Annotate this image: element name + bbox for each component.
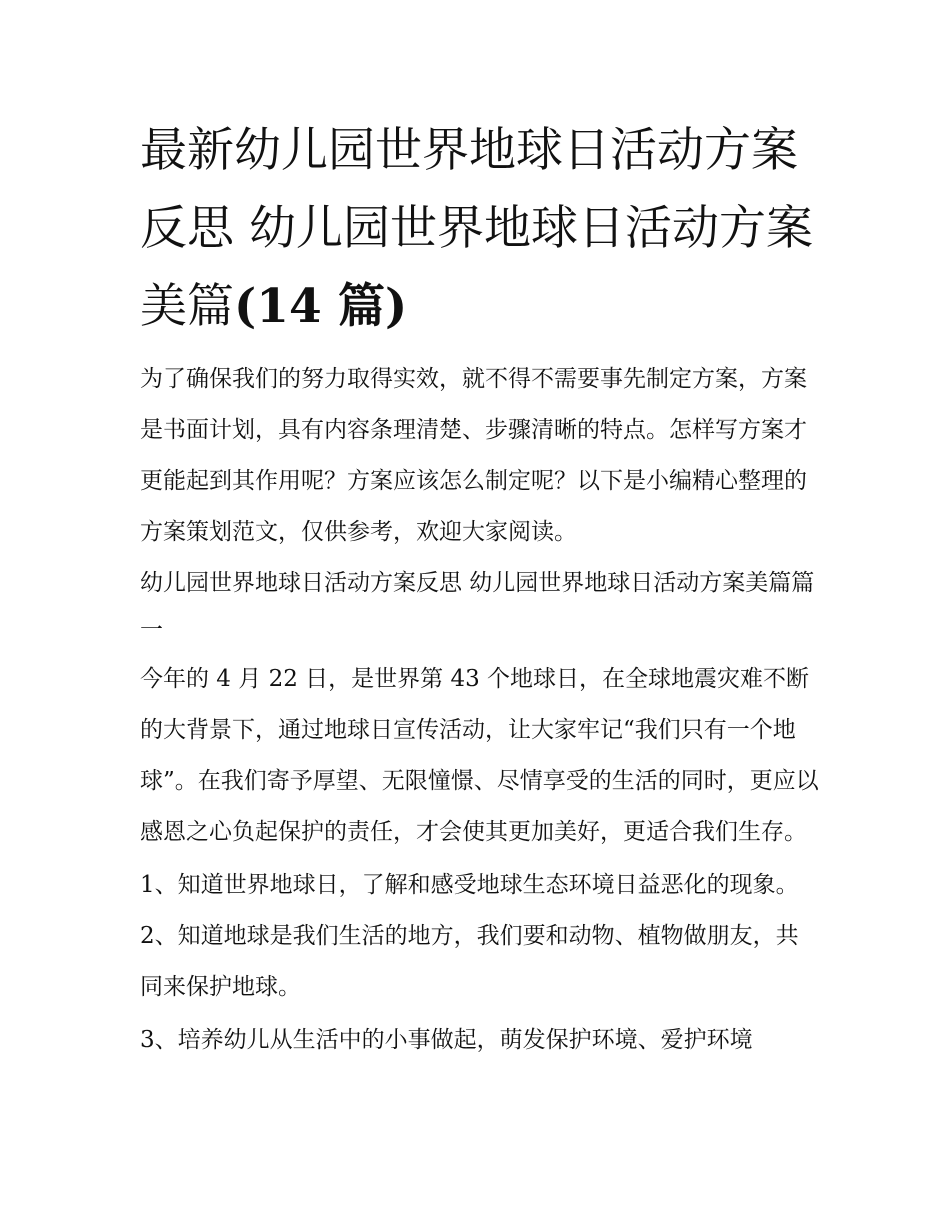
document-title: [140, 112, 820, 346]
intro-paragraph: 为了确保我们的努力取得实效，就不得不需要事先制定方案，方案是书面计划，具有内容条理清楚、步骤清晰的特点。怎样写方案才更能起到其作用呢？方案应该怎么制定呢？以下是小编精心整理的方案策划范文，仅供参考，欢迎大家阅读。: [140, 366, 807, 545]
body-paragraph-2: 1、知道世界地球日，了解和感受地球生态环境日益恶化的现象。 2、知道地球是我们生活的地方，我们要和动物、植物做朋友，共同来保护地球。: [140, 872, 799, 1000]
title-suffix: (14 篇): [234, 279, 408, 334]
title-main: 最新幼儿园世界地球日活动方案反思 幼儿园世界地球日活动方案 美篇: [140, 123, 813, 334]
body-paragraph-1: 今年的 4 月 22 日，是世界第 43 个地球日，在全球地震灾难不断的大背景下，通过地球日宣传活动，让大家牢记“我们只有一个地球”。在我们寄予厚望、无限憧憬、尽情享受的生活的同时，更应以感恩之心负起保护的责任，才会使其更加美好，更适合我们生存。: [140, 666, 819, 845]
document-page: [140, 112, 820, 1066]
body-paragraph-3: 3、培养幼儿从生活中的小事做起，萌发保护环境、爱护环境: [140, 1027, 753, 1053]
section-heading: 幼儿园世界地球日活动方案反思 幼儿园世界地球日活动方案美篇篇一: [140, 570, 815, 643]
